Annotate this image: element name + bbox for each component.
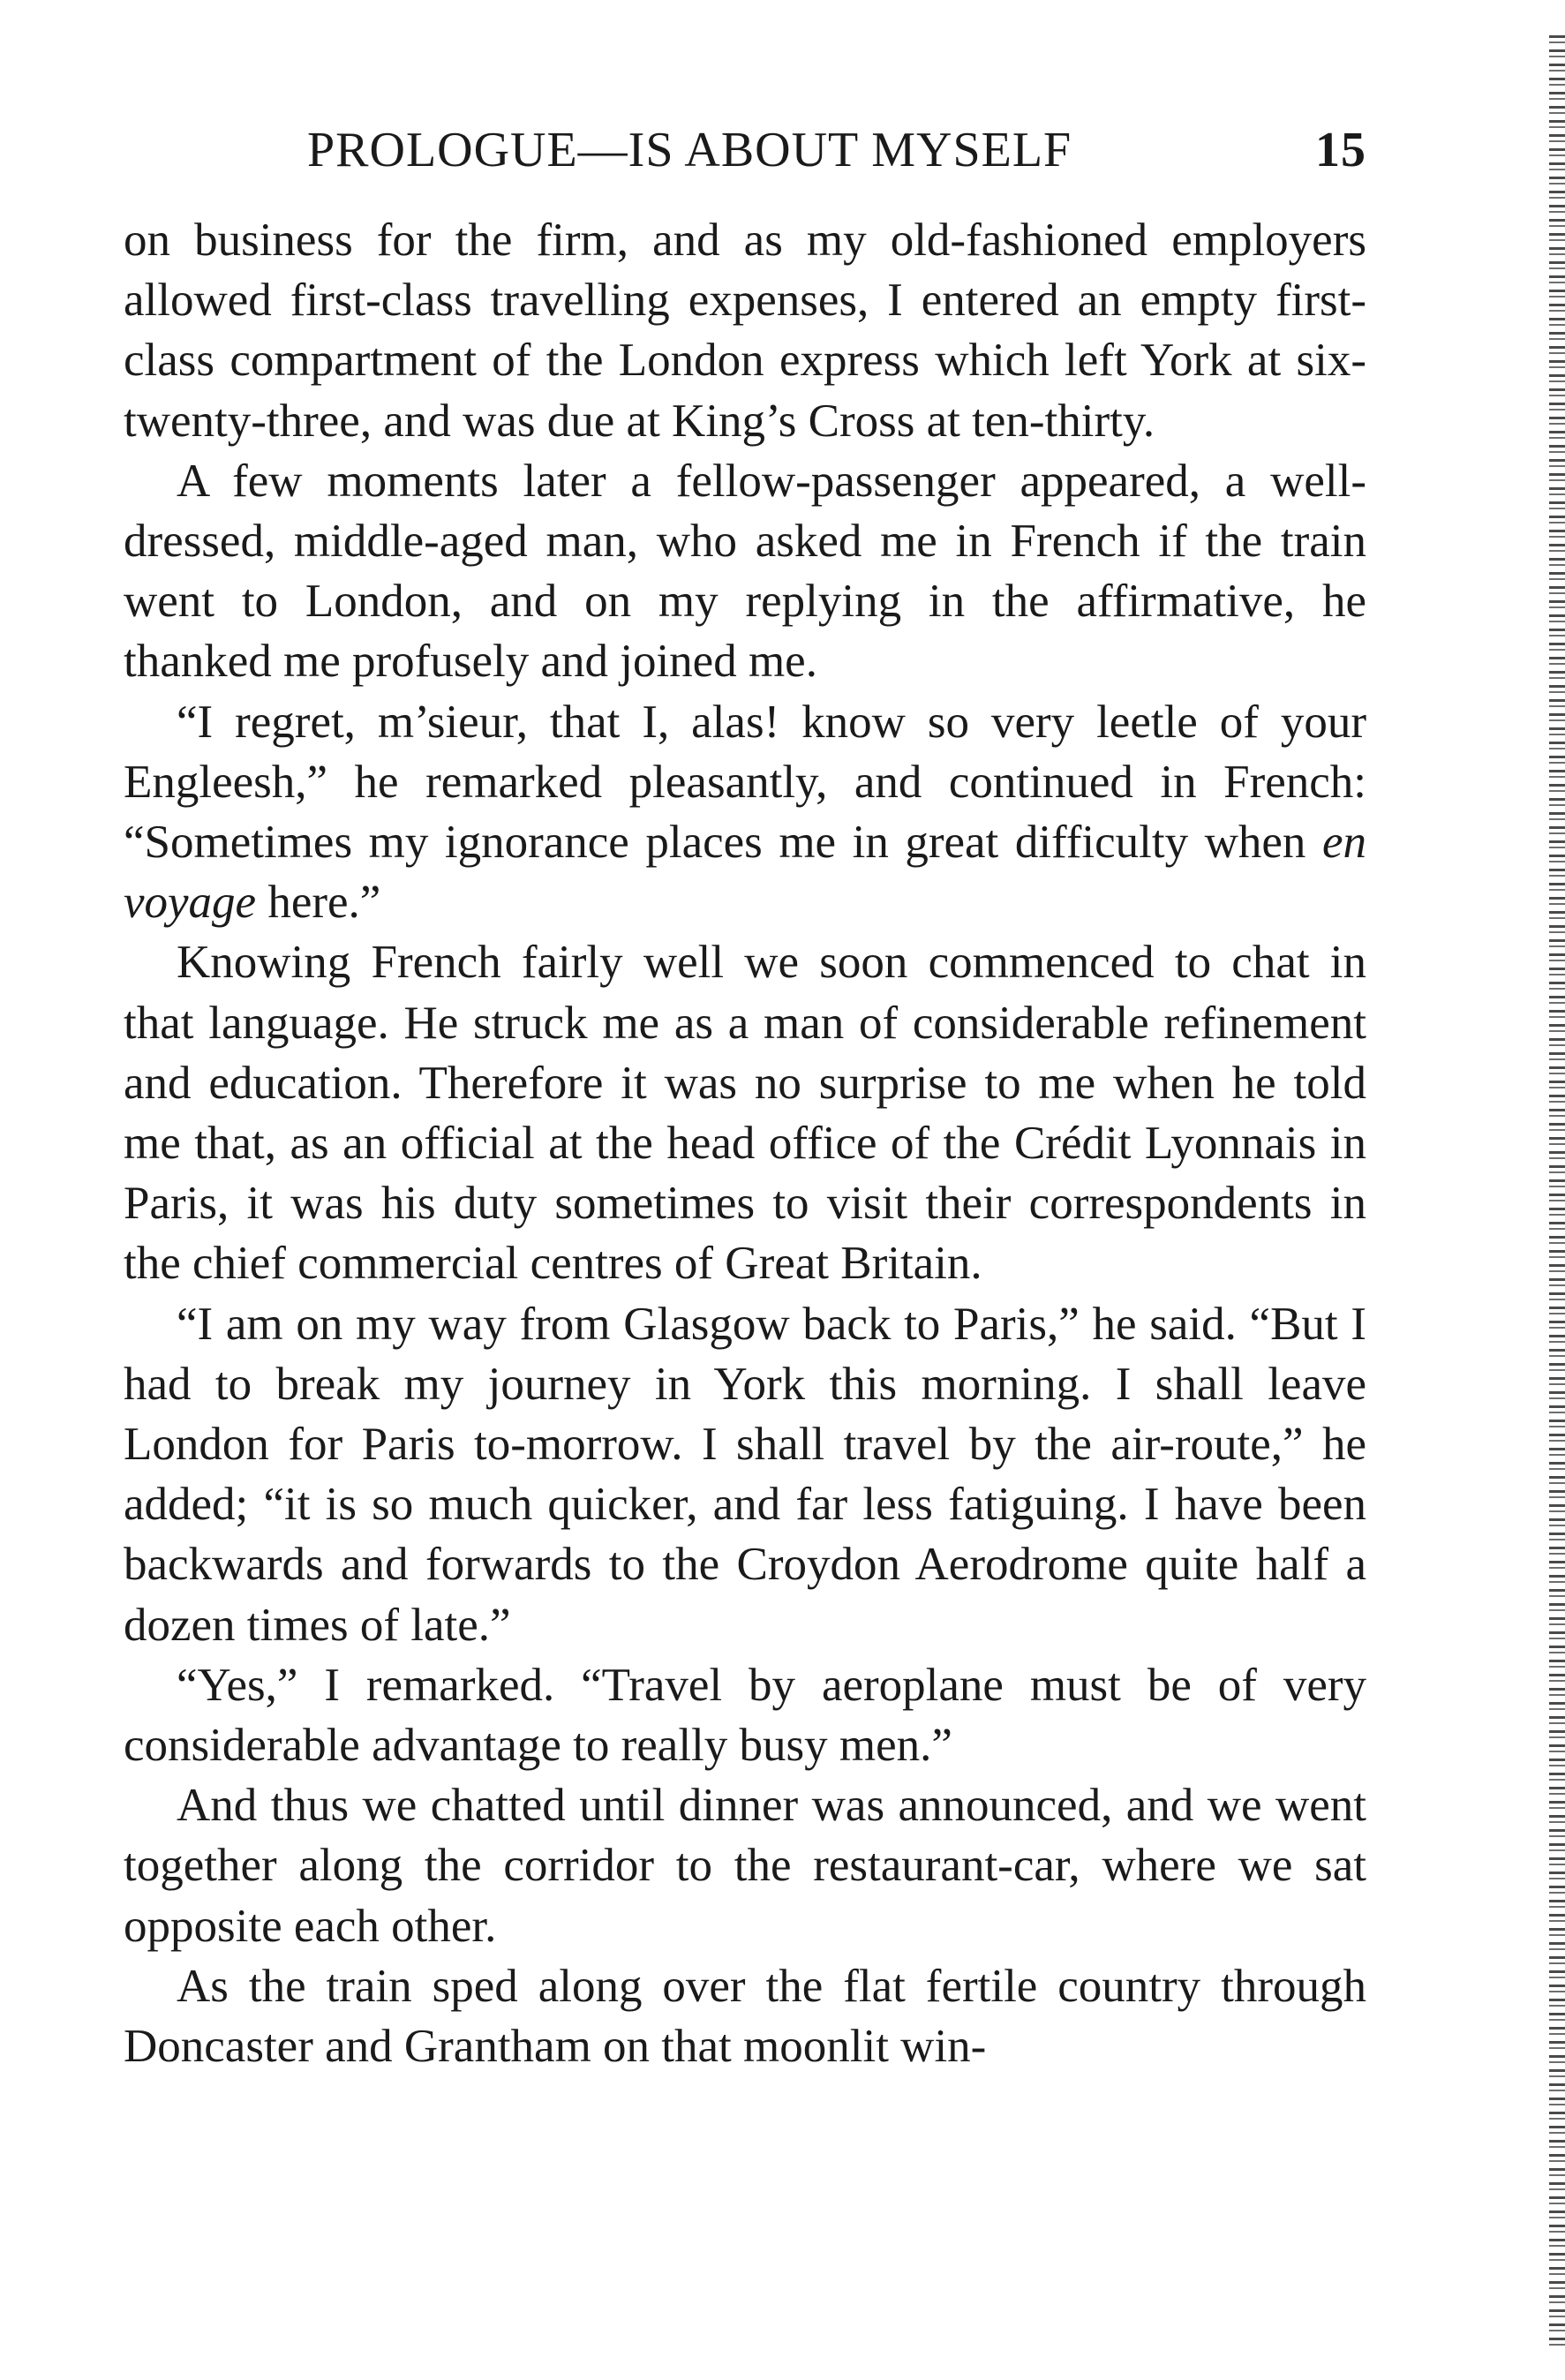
paragraph: As the train sped along over the flat fertile country through Doncaster and Grantham on that moonlit win-	[124, 1960, 1366, 2073]
paragraph: “I am on my way from Glasgow back to Paris,” he said. “But I had to break my journey in York this morning. I shall leave London for Paris to-morrow. I shall travel by the air-route,” he added; “it is so much quicker, and far less fatiguing. I have been backwards and forwards to the Croydon Aerodrome quite half a dozen times of late.”	[124, 1298, 1366, 1651]
running-head	[124, 122, 1366, 192]
paragraph: A few moments later a fellow-passenger appeared, a well-dressed, middle-aged man, who asked me in French if the train went to London, and on my replying in the affirmative, he thanked me profusely and joined me.	[124, 455, 1366, 688]
running-title: PROLOGUE—IS ABOUT MYSELF	[307, 123, 1072, 177]
page-number: 15	[1315, 123, 1366, 177]
paragraph: “Yes,” I remarked. “Travel by aeroplane must be of very considerable advantage to really busy men.”	[124, 1659, 1366, 1772]
italic-phrase: en voyage	[124, 817, 1366, 929]
scanned-page-edge	[1549, 35, 1565, 2348]
body-text	[124, 210, 1366, 2076]
paragraph: Knowing French fairly well we soon commenced to chat in that language. He struck me as a man of considerable refinement and education. Therefore it was no surprise to me when he told me that, as an official at the head office of the Crédit Lyonnais in Paris, it was his duty sometimes to visit their correspondents in the chief commercial centres of Great Britain.	[124, 937, 1366, 1290]
paragraph: “I regret, m’sieur, that I, alas! know so very leetle of your Engleesh,” he remarked pleasantly, and continued in French: “Sometimes my ignorance places me in great difficulty when en voyage here.”	[124, 696, 1366, 929]
paragraph: And thus we chatted until dinner was announced, and we went together along the corridor to the restaurant-car, where we sat opposite each other.	[124, 1780, 1366, 1952]
paragraph: on business for the firm, and as my old-fashioned employers allowed first-class travelling expenses, I entered an empty first-class compartment of the London express which left York at six-twenty-three, and was due at King’s Cross at ten-thirty.	[124, 215, 1366, 447]
